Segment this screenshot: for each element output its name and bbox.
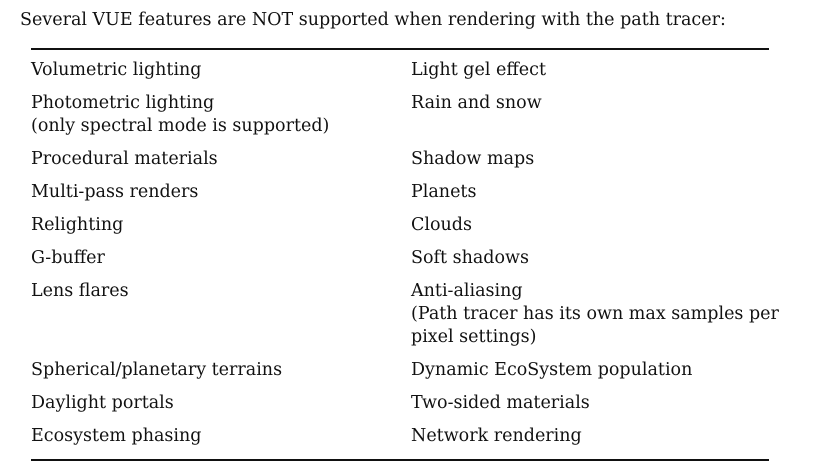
- feature-cell-right: [411, 181, 779, 214]
- feature-cell-left: [31, 59, 411, 92]
- feature-text: Lens flares: [31, 281, 129, 301]
- feature-cell-left: [31, 392, 411, 425]
- feature-text: Soft shadows: [411, 248, 529, 268]
- feature-cell-right: [411, 214, 779, 247]
- feature-text: Multi-pass renders: [31, 182, 199, 202]
- table-row: [31, 92, 779, 148]
- feature-text: Network rendering: [411, 426, 582, 446]
- feature-cell-left: [31, 280, 411, 359]
- feature-cell-right: [411, 247, 779, 280]
- table-row: [31, 214, 779, 247]
- table-row: [31, 59, 779, 92]
- intro-text: Several VUE features are NOT supported when rendering with the path tracer:: [20, 10, 726, 30]
- feature-text: Dynamic EcoSystem population: [411, 360, 693, 380]
- feature-text: Rain and snow: [411, 93, 542, 113]
- table-bottom-rule: [31, 459, 769, 461]
- feature-cell-right: [411, 59, 779, 92]
- feature-text: Ecosystem phasing: [31, 426, 202, 446]
- table-row: [31, 280, 779, 359]
- feature-cell-left: [31, 181, 411, 214]
- feature-note: (only spectral mode is supported): [31, 116, 330, 136]
- feature-cell-left: [31, 247, 411, 280]
- feature-text: Photometric lighting: [31, 93, 215, 113]
- unsupported-features-table: [31, 59, 779, 448]
- feature-text: Clouds: [411, 215, 472, 235]
- feature-cell-left: [31, 425, 411, 448]
- feature-text: Daylight portals: [31, 393, 174, 413]
- feature-text: Light gel effect: [411, 60, 546, 80]
- feature-text: Shadow maps: [411, 149, 535, 169]
- feature-cell-right: [411, 148, 779, 181]
- feature-cell-left: [31, 148, 411, 181]
- table-row: [31, 359, 779, 392]
- feature-text: Procedural materials: [31, 149, 218, 169]
- feature-text: Two-sided materials: [411, 393, 590, 413]
- feature-text: G-buffer: [31, 248, 105, 268]
- feature-cell-right: [411, 92, 779, 148]
- table-row: [31, 392, 779, 425]
- feature-note: pixel settings): [411, 327, 537, 347]
- feature-cell-right: [411, 280, 779, 359]
- table-row: [31, 181, 779, 214]
- feature-note: (Path tracer has its own max samples per: [411, 304, 779, 324]
- table-row: [31, 247, 779, 280]
- table-row: [31, 148, 779, 181]
- feature-cell-left: [31, 359, 411, 392]
- feature-cell-right: [411, 359, 779, 392]
- feature-text: Planets: [411, 182, 477, 202]
- feature-cell-left: [31, 92, 411, 148]
- feature-cell-right: [411, 392, 779, 425]
- feature-text: Anti-aliasing: [411, 281, 523, 301]
- feature-text: Relighting: [31, 215, 124, 235]
- table-top-rule: [31, 48, 769, 50]
- feature-text: Volumetric lighting: [31, 60, 202, 80]
- feature-text: Spherical/planetary terrains: [31, 360, 283, 380]
- table-row: [31, 425, 779, 448]
- feature-cell-left: [31, 214, 411, 247]
- feature-cell-right: [411, 425, 779, 448]
